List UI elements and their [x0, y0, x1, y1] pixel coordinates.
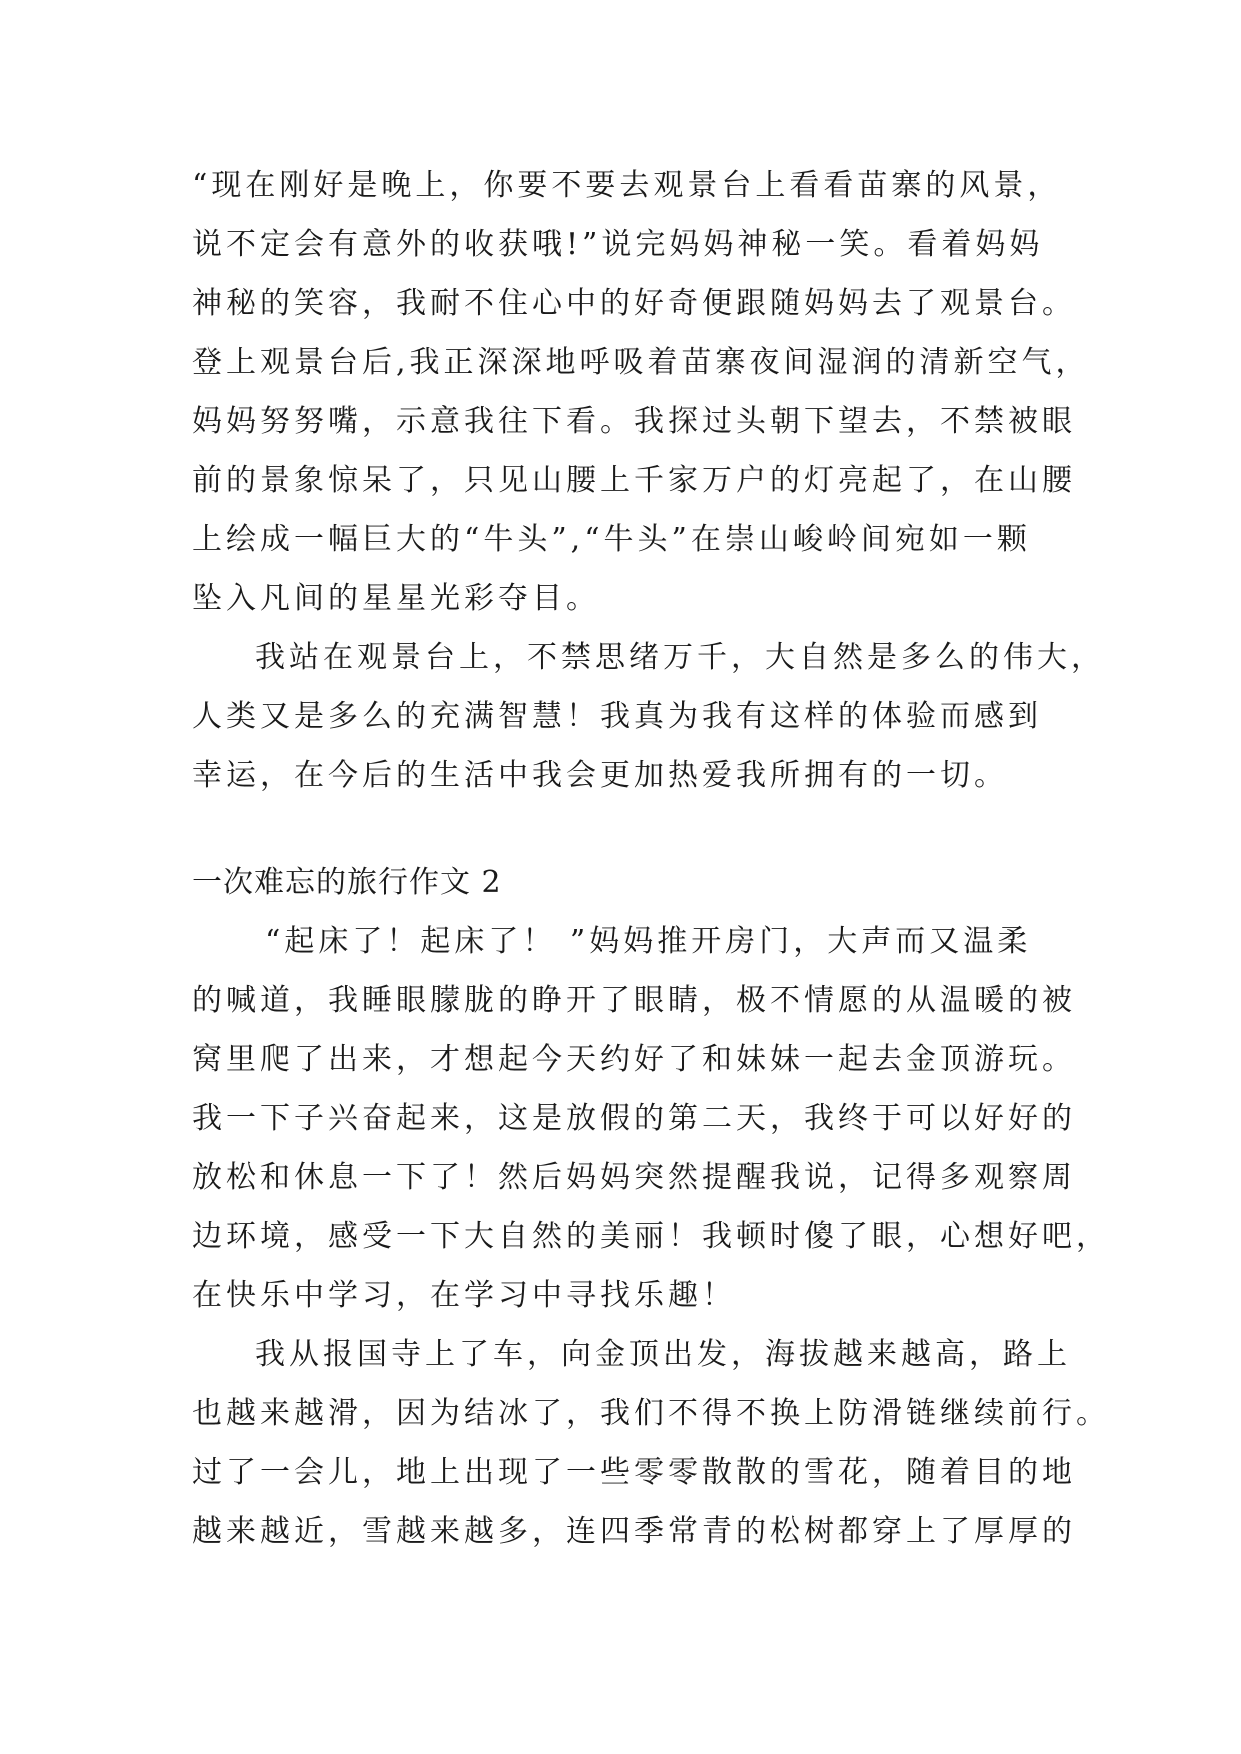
text-line: 窝里爬了出来，才想起今天约好了和妹妹一起去金顶游玩。: [192, 1042, 1076, 1077]
text-line: “起床了！起床了！ ”妈妈推开房门，大声而又温柔: [265, 924, 1032, 959]
text-line: 前的景象惊呆了，只见山腰上千家万户的灯亮起了，在山腰: [192, 463, 1076, 498]
text-line: 上绘成一幅巨大的“牛头”,“牛头”在崇山峻岭间宛如一颗: [192, 522, 1031, 557]
text-line: 我从报国寺上了车，向金顶出发，海拔越来越高，路上: [255, 1337, 1071, 1372]
text-line: 幸运，在今后的生活中我会更加热爱我所拥有的一切。: [192, 758, 1008, 793]
text-line: 也越来越滑，因为结冰了，我们不得不换上防滑链继续前行。: [192, 1396, 1110, 1431]
text-line: 过了一会儿，地上出现了一些零零散散的雪花，随着目的地: [192, 1455, 1076, 1490]
text-line: 在快乐中学习，在学习中寻找乐趣！: [192, 1278, 736, 1313]
text-line: 登上观景台后,我正深深地呼吸着苗寨夜间湿润的清新空气，: [192, 345, 1090, 380]
text-line: 的喊道，我睡眼朦胧的睁开了眼睛，极不情愿的从温暖的被: [192, 983, 1076, 1018]
text-line: 我站在观景台上，不禁思绪万千，大自然是多么的伟大，: [255, 640, 1105, 675]
text-line: 放松和休息一下了！然后妈妈突然提醒我说，记得多观察周: [192, 1160, 1076, 1195]
text-line: 神秘的笑容，我耐不住心中的好奇便跟随妈妈去了观景台。: [192, 286, 1076, 321]
text-line: 说不定会有意外的收获哦!”说完妈妈神秘一笑。看着妈妈: [192, 227, 1044, 262]
text-line: 妈妈努努嘴，示意我往下看。我探过头朝下望去，不禁被眼: [192, 404, 1076, 439]
text-line: 我一下子兴奋起来，这是放假的第二天，我终于可以好好的: [192, 1101, 1076, 1136]
text-line: 坠入凡间的星星光彩夺目。: [192, 581, 600, 616]
section-title: 一次难忘的旅行作文 2: [192, 865, 502, 900]
text-line: 越来越近，雪越来越多，连四季常青的松树都穿上了厚厚的: [192, 1514, 1076, 1549]
text-line: 人类又是多么的充满智慧！我真为我有这样的体验而感到: [192, 699, 1042, 734]
text-line: 边环境，感受一下大自然的美丽！我顿时傻了眼，心想好吧，: [192, 1219, 1110, 1254]
text-line: “现在刚好是晚上，你要不要去观景台上看看苗寨的风景，: [192, 168, 1062, 203]
